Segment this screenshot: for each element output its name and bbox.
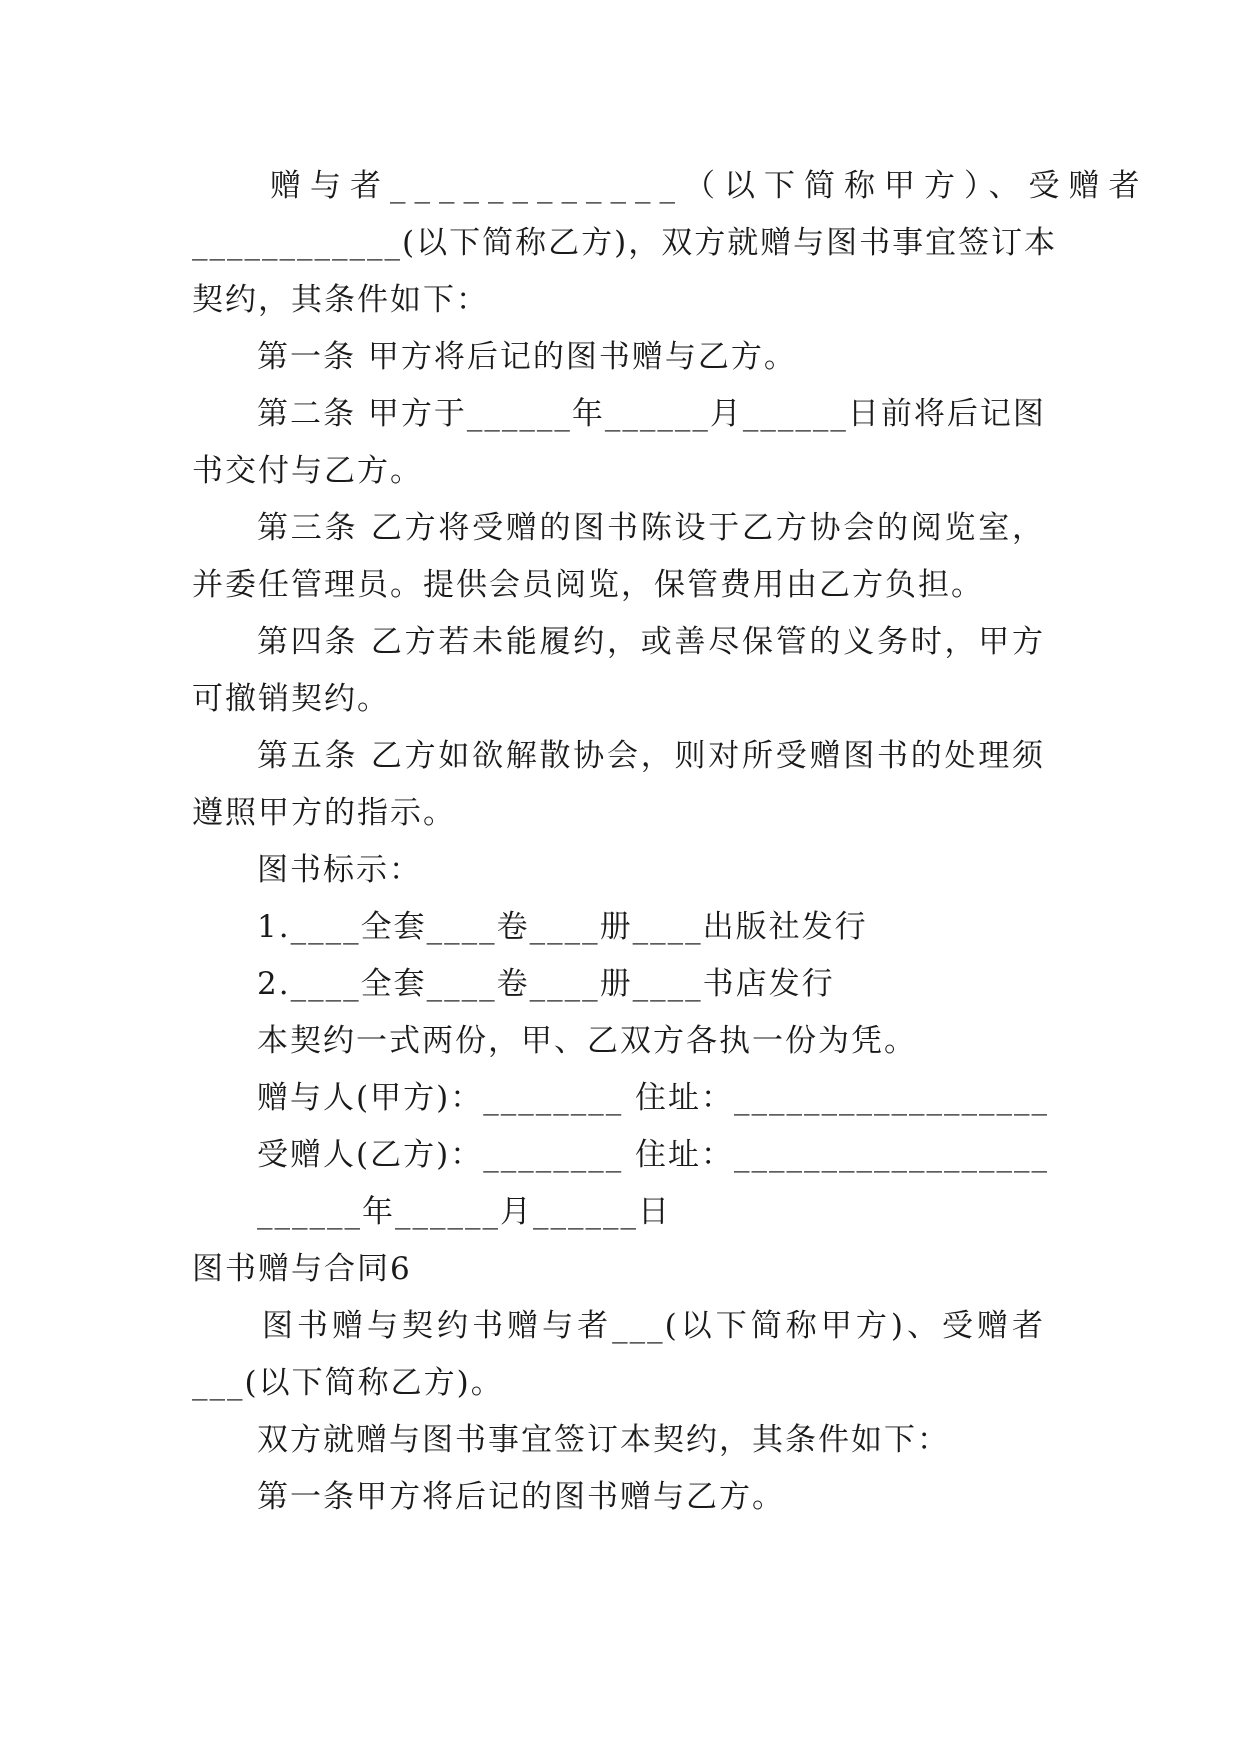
paragraph-line: ___(以下简称乙方)。 bbox=[192, 1365, 504, 1401]
paragraph-line: 遵照甲方的指示。 bbox=[192, 795, 456, 831]
article-4-line: 第四条 乙方若未能履约，或善尽保管的义务时，甲方 bbox=[257, 624, 1045, 660]
paragraph-line: 可撤销契约。 bbox=[192, 681, 390, 717]
article-1-line: 第一条 甲方将后记的图书赠与乙方。 bbox=[257, 339, 797, 375]
donor-signature-line: 赠与人(甲方)：________ 住址：__________________ bbox=[257, 1080, 1050, 1116]
article-2-line: 第二条 甲方于______年______月______日前将后记图 bbox=[257, 396, 1046, 432]
book-list-heading: 图书标示： bbox=[257, 852, 422, 888]
paragraph-line: 赠与者____________（以下简称甲方）、受赠者 bbox=[270, 168, 1149, 204]
book-list-item: 1.____全套____卷____册____出版社发行 bbox=[257, 909, 868, 945]
article-3-line: 第三条 乙方将受赠的图书陈设于乙方协会的阅览室， bbox=[257, 510, 1045, 546]
paragraph-line: 本契约一式两份，甲、乙双方各执一份为凭。 bbox=[257, 1023, 917, 1059]
paragraph-line: 并委任管理员。提供会员阅览，保管费用由乙方负担。 bbox=[192, 567, 984, 603]
paragraph-line: 双方就赠与图书事宜签订本契约，其条件如下： bbox=[257, 1422, 950, 1458]
article-5-line: 第五条 乙方如欲解散协会，则对所受赠图书的处理须 bbox=[257, 738, 1045, 774]
paragraph-line: 契约，其条件如下： bbox=[192, 282, 489, 318]
paragraph-line: 图书赠与契约书赠与者___(以下简称甲方)、受赠者 bbox=[262, 1308, 1045, 1344]
article-1-line: 第一条甲方将后记的图书赠与乙方。 bbox=[257, 1479, 785, 1515]
date-line: ______年______月______日 bbox=[257, 1194, 671, 1230]
paragraph-line: 书交付与乙方。 bbox=[192, 453, 423, 489]
recipient-signature-line: 受赠人(乙方)：________ 住址：__________________ bbox=[257, 1137, 1050, 1173]
section-title: 图书赠与合同6 bbox=[192, 1251, 412, 1287]
paragraph-line: ____________(以下简称乙方)，双方就赠与图书事宜签订本 bbox=[192, 225, 1058, 261]
book-list-item: 2.____全套____卷____册____书店发行 bbox=[257, 966, 835, 1002]
